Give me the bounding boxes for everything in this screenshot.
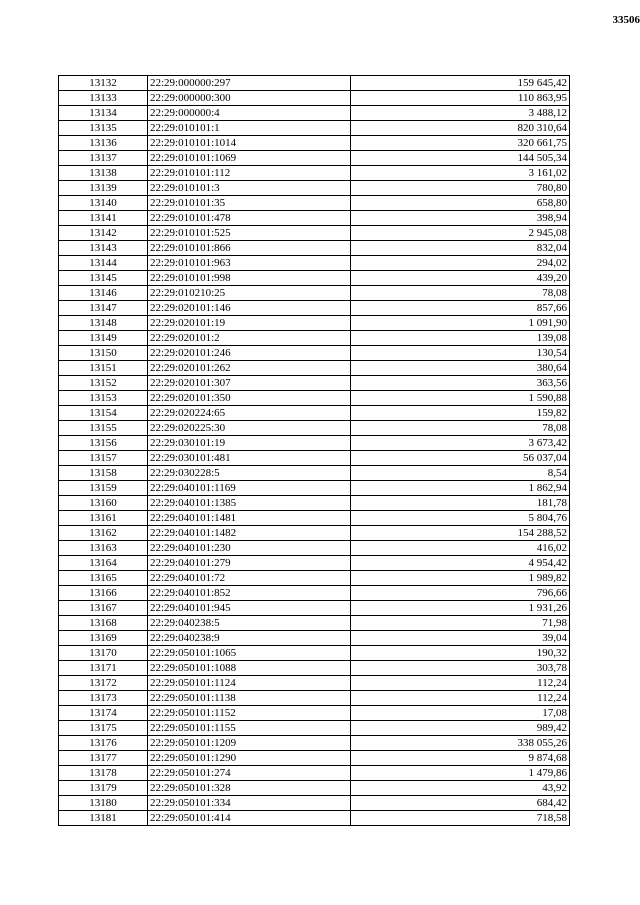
amount-cell: 3 161,02 [351,166,570,181]
cadastral-number-cell: 22:29:040101:1482 [148,526,351,541]
row-number-cell: 13180 [59,796,148,811]
row-number-cell: 13134 [59,106,148,121]
row-number-cell: 13144 [59,256,148,271]
table-row [59,256,570,271]
cadastral-number-cell: 22:29:010101:1069 [148,151,351,166]
table-row [59,676,570,691]
cadastral-number-cell: 22:29:000000:4 [148,106,351,121]
cadastral-number-cell: 22:29:010101:1 [148,121,351,136]
row-number-cell: 13177 [59,751,148,766]
amount-cell: 3 488,12 [351,106,570,121]
amount-cell: 190,32 [351,646,570,661]
row-number-cell: 13149 [59,331,148,346]
table-row [59,181,570,196]
row-number-cell: 13139 [59,181,148,196]
amount-cell: 1 862,94 [351,481,570,496]
amount-cell: 303,78 [351,661,570,676]
cadastral-number-cell: 22:29:050101:414 [148,811,351,826]
row-number-cell: 13147 [59,301,148,316]
cadastral-number-cell: 22:29:000000:300 [148,91,351,106]
amount-cell: 398,94 [351,211,570,226]
cadastral-number-cell: 22:29:050101:1088 [148,661,351,676]
table-row [59,496,570,511]
cadastral-number-cell: 22:29:040238:5 [148,616,351,631]
cadastral-number-cell: 22:29:050101:1290 [148,751,351,766]
table-row [59,796,570,811]
amount-cell: 857,66 [351,301,570,316]
cadastral-number-cell: 22:29:020101:246 [148,346,351,361]
row-number-cell: 13172 [59,676,148,691]
amount-cell: 294,02 [351,256,570,271]
table-row [59,631,570,646]
amount-cell: 159 645,42 [351,76,570,91]
table-row [59,526,570,541]
amount-cell: 130,54 [351,346,570,361]
row-number-cell: 13161 [59,511,148,526]
table-row [59,601,570,616]
table-row [59,166,570,181]
table-row [59,736,570,751]
amount-cell: 56 037,04 [351,451,570,466]
row-number-cell: 13145 [59,271,148,286]
table-row [59,481,570,496]
row-number-cell: 13168 [59,616,148,631]
table-row [59,346,570,361]
amount-cell: 1 091,90 [351,316,570,331]
table-row [59,511,570,526]
cadastral-number-cell: 22:29:040101:230 [148,541,351,556]
cadastral-number-cell: 22:29:040101:72 [148,571,351,586]
amount-cell: 3 673,42 [351,436,570,451]
amount-cell: 2 945,08 [351,226,570,241]
table-row [59,406,570,421]
cadastral-number-cell: 22:29:010101:112 [148,166,351,181]
cadastral-number-cell: 22:29:050101:1155 [148,721,351,736]
amount-cell: 1 931,26 [351,601,570,616]
cadastral-number-cell: 22:29:020224:65 [148,406,351,421]
table-row [59,541,570,556]
cadastral-number-cell: 22:29:010101:866 [148,241,351,256]
table-row [59,271,570,286]
cadastral-number-cell: 22:29:010210:25 [148,286,351,301]
table-row [59,721,570,736]
row-number-cell: 13175 [59,721,148,736]
cadastral-number-cell: 22:29:010101:478 [148,211,351,226]
table-row [59,301,570,316]
table-row [59,376,570,391]
cadastral-number-cell: 22:29:030101:481 [148,451,351,466]
cadastral-number-cell: 22:29:040101:1481 [148,511,351,526]
table-row [59,586,570,601]
row-number-cell: 13171 [59,661,148,676]
table-row [59,241,570,256]
cadastral-number-cell: 22:29:050101:1209 [148,736,351,751]
amount-cell: 989,42 [351,721,570,736]
amount-cell: 780,80 [351,181,570,196]
cadastral-number-cell: 22:29:050101:1152 [148,706,351,721]
cadastral-number-cell: 22:29:040101:1385 [148,496,351,511]
row-number-cell: 13137 [59,151,148,166]
cadastral-number-cell: 22:29:020101:262 [148,361,351,376]
row-number-cell: 13170 [59,646,148,661]
table-row [59,811,570,826]
row-number-cell: 13178 [59,766,148,781]
cadastral-number-cell: 22:29:030228:5 [148,466,351,481]
table-row [59,286,570,301]
amount-cell: 5 804,76 [351,511,570,526]
row-number-cell: 13165 [59,571,148,586]
row-number-cell: 13148 [59,316,148,331]
table-row [59,151,570,166]
amount-cell: 320 661,75 [351,136,570,151]
amount-cell: 139,08 [351,331,570,346]
table-row [59,556,570,571]
amount-cell: 71,98 [351,616,570,631]
amount-cell: 154 288,52 [351,526,570,541]
amount-cell: 684,42 [351,796,570,811]
page-number: 33506 [612,14,640,26]
amount-cell: 718,58 [351,811,570,826]
row-number-cell: 13169 [59,631,148,646]
cadastral-number-cell: 22:29:030101:19 [148,436,351,451]
table-row [59,76,570,91]
table-row [59,781,570,796]
amount-cell: 159,82 [351,406,570,421]
cadastral-number-cell: 22:29:020101:2 [148,331,351,346]
amount-cell: 1 479,86 [351,766,570,781]
cadastral-number-cell: 22:29:040238:9 [148,631,351,646]
table-row [59,226,570,241]
row-number-cell: 13136 [59,136,148,151]
table-row [59,691,570,706]
amount-cell: 338 055,26 [351,736,570,751]
row-number-cell: 13159 [59,481,148,496]
row-number-cell: 13156 [59,436,148,451]
amount-cell: 78,08 [351,286,570,301]
table-row [59,661,570,676]
row-number-cell: 13162 [59,526,148,541]
row-number-cell: 13150 [59,346,148,361]
table-row [59,751,570,766]
amount-cell: 112,24 [351,691,570,706]
table-row [59,646,570,661]
table-row [59,466,570,481]
cadastral-number-cell: 22:29:000000:297 [148,76,351,91]
row-number-cell: 13160 [59,496,148,511]
table-row [59,421,570,436]
table-row [59,316,570,331]
row-number-cell: 13158 [59,466,148,481]
table-row [59,391,570,406]
cadastral-number-cell: 22:29:050101:1138 [148,691,351,706]
cadastral-number-cell: 22:29:040101:945 [148,601,351,616]
row-number-cell: 13155 [59,421,148,436]
table-row [59,451,570,466]
amount-cell: 78,08 [351,421,570,436]
cadastral-number-cell: 22:29:050101:328 [148,781,351,796]
cadastral-number-cell: 22:29:020101:307 [148,376,351,391]
table-row [59,571,570,586]
amount-cell: 9 874,68 [351,751,570,766]
table-row [59,361,570,376]
cadastral-number-cell: 22:29:010101:3 [148,181,351,196]
cadastral-number-cell: 22:29:010101:963 [148,256,351,271]
row-number-cell: 13173 [59,691,148,706]
row-number-cell: 13166 [59,586,148,601]
cadastral-number-cell: 22:29:020101:350 [148,391,351,406]
amount-cell: 820 310,64 [351,121,570,136]
row-number-cell: 13146 [59,286,148,301]
row-number-cell: 13151 [59,361,148,376]
amount-cell: 8,54 [351,466,570,481]
cadastral-number-cell: 22:29:020225:30 [148,421,351,436]
row-number-cell: 13140 [59,196,148,211]
row-number-cell: 13157 [59,451,148,466]
cadastral-number-cell: 22:29:050101:274 [148,766,351,781]
amount-cell: 1 989,82 [351,571,570,586]
cadastral-number-cell: 22:29:050101:1124 [148,676,351,691]
table-row [59,136,570,151]
row-number-cell: 13174 [59,706,148,721]
amount-cell: 439,20 [351,271,570,286]
amount-cell: 43,92 [351,781,570,796]
cadastral-number-cell: 22:29:040101:852 [148,586,351,601]
amount-cell: 39,04 [351,631,570,646]
table-row [59,106,570,121]
amount-cell: 181,78 [351,496,570,511]
cadastral-number-cell: 22:29:040101:1169 [148,481,351,496]
row-number-cell: 13167 [59,601,148,616]
cadastral-number-cell: 22:29:020101:19 [148,316,351,331]
table-row [59,616,570,631]
amount-cell: 17,08 [351,706,570,721]
amount-cell: 110 863,95 [351,91,570,106]
amount-cell: 112,24 [351,676,570,691]
cadastral-number-cell: 22:29:010101:35 [148,196,351,211]
row-number-cell: 13142 [59,226,148,241]
row-number-cell: 13133 [59,91,148,106]
amount-cell: 363,56 [351,376,570,391]
amount-cell: 416,02 [351,541,570,556]
amount-cell: 796,66 [351,586,570,601]
cadastral-number-cell: 22:29:010101:525 [148,226,351,241]
amount-cell: 380,64 [351,361,570,376]
row-number-cell: 13135 [59,121,148,136]
table-row [59,211,570,226]
row-number-cell: 13179 [59,781,148,796]
table-row [59,196,570,211]
row-number-cell: 13143 [59,241,148,256]
cadastral-value-table [58,75,570,826]
table-row [59,436,570,451]
row-number-cell: 13141 [59,211,148,226]
row-number-cell: 13154 [59,406,148,421]
table-row [59,91,570,106]
cadastral-number-cell: 22:29:050101:1065 [148,646,351,661]
table-row [59,331,570,346]
row-number-cell: 13152 [59,376,148,391]
row-number-cell: 13176 [59,736,148,751]
cadastral-number-cell: 22:29:010101:998 [148,271,351,286]
cadastral-number-cell: 22:29:010101:1014 [148,136,351,151]
table-row [59,766,570,781]
table-row [59,706,570,721]
row-number-cell: 13138 [59,166,148,181]
row-number-cell: 13153 [59,391,148,406]
cadastral-number-cell: 22:29:040101:279 [148,556,351,571]
amount-cell: 4 954,42 [351,556,570,571]
cadastral-number-cell: 22:29:050101:334 [148,796,351,811]
amount-cell: 832,04 [351,241,570,256]
row-number-cell: 13164 [59,556,148,571]
amount-cell: 144 505,34 [351,151,570,166]
table-row [59,121,570,136]
amount-cell: 1 590,88 [351,391,570,406]
row-number-cell: 13181 [59,811,148,826]
table-body [59,76,570,826]
cadastral-number-cell: 22:29:020101:146 [148,301,351,316]
row-number-cell: 13163 [59,541,148,556]
amount-cell: 658,80 [351,196,570,211]
row-number-cell: 13132 [59,76,148,91]
